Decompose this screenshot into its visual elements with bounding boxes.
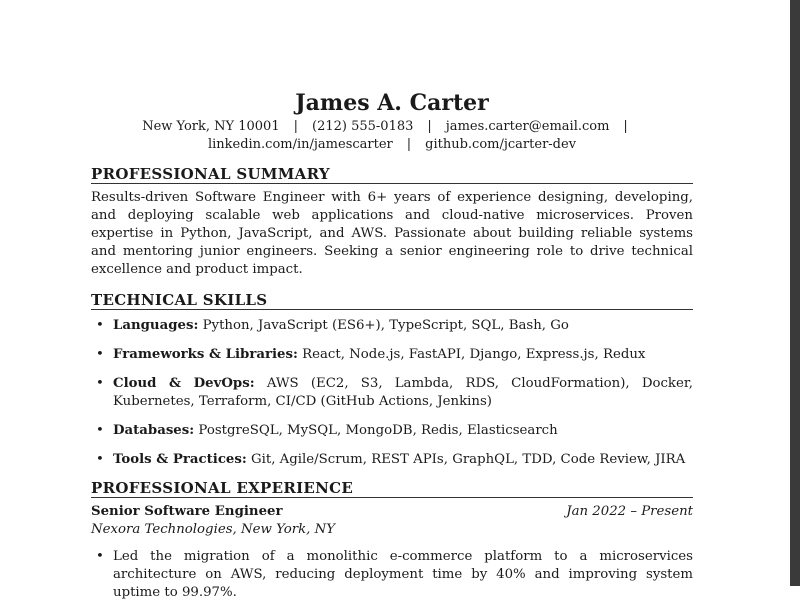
skills-heading: TECHNICAL SKILLS [91,291,693,310]
contact-separator: | [623,119,628,134]
skill-item [91,422,693,440]
skill-category: Databases: [113,423,195,438]
job-header [91,503,693,521]
skill-category: Cloud & DevOps: [113,376,255,391]
job-entry [91,503,693,602]
job-bullet: • Led the migration of a monolithic e-commerce platform to a microservices architecture on AWS, reducing deployment time by 40% and improving system uptime to 99.97%. [91,548,693,602]
job-dates: Jan 2022 – Present [566,504,693,519]
job-company: Nexora Technologies, New York, NY [91,522,335,537]
skill-item [91,346,693,364]
skill-values: Git, Agile/Scrum, REST APIs, GraphQL, TDD, Code Review, JIRA [251,452,686,467]
contact-email[interactable]: james.carter@email.com [445,119,610,134]
skill-values: Python, JavaScript (ES6+), TypeScript, SQL, Bash, Go [202,318,569,333]
skill-category: Tools & Practices: [113,452,247,467]
skill-item [91,317,693,335]
resume-page [91,88,693,602]
contact-location: New York, NY 10001 [142,119,280,134]
skill-values: React, Node.js, FastAPI, Django, Express.js, Redux [302,347,646,362]
skill-category: Frameworks & Libraries: [113,347,298,362]
contact-linkedin[interactable]: linkedin.com/in/jamescarter [207,137,393,152]
contact-separator: | [406,137,412,152]
summary-text: Results-driven Software Engineer with 6+ years of experience designing, developing, and deploying scalable web applications and cloud-native microservices. Proven expertise in Python, JavaScript, and AWS. Passionate about building reliable systems and mentoring junior engineers. Seeking a senior engineering role to drive technical excellence and product impact. [91,190,693,277]
skill-category: Languages: [113,318,199,333]
skills-list [91,317,693,469]
skill-item [91,375,693,411]
candidate-name: James A. Carter [295,90,489,116]
contact-github[interactable]: github.com/jcarter-dev [425,137,577,152]
contact-separator: | [427,119,432,134]
skill-item [91,451,693,469]
contact-separator: | [293,119,298,134]
window-edge [790,0,800,586]
contact-line [91,118,693,154]
experience-heading: PROFESSIONAL EXPERIENCE [91,479,693,498]
job-bullets [91,548,693,602]
job-title: Senior Software Engineer [91,504,283,519]
summary-heading: PROFESSIONAL SUMMARY [91,165,693,184]
skill-values: PostgreSQL, MySQL, MongoDB, Redis, Elasticsearch [198,423,558,438]
contact-phone: (212) 555-0183 [312,119,414,134]
skill-values: AWS (EC2, S3, Lambda, RDS, CloudFormation), Docker, Kubernetes, Terraform, CI/CD (GitHub Actions, Jenkins) [113,376,693,409]
